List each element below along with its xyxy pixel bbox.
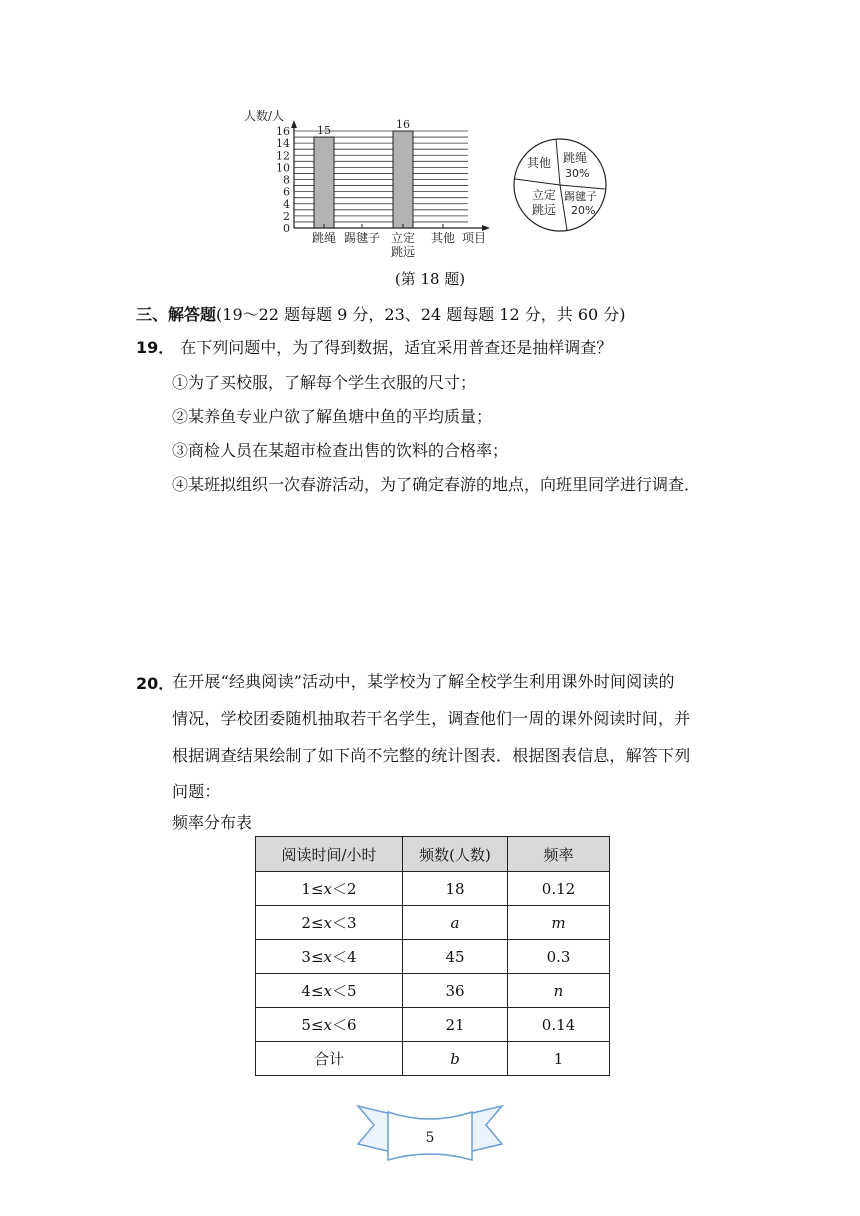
section-title: 三、解答题 xyxy=(136,305,217,324)
pie-label-jump-1: 立定 xyxy=(532,188,557,202)
table-row xyxy=(256,872,610,906)
bar-y-tick-label: 12 xyxy=(276,149,290,163)
pie-label-shuttle-pct: 20% xyxy=(571,204,596,217)
bar-y-tick-label: 8 xyxy=(283,173,290,187)
table-row xyxy=(256,1042,610,1076)
table-cell: n xyxy=(508,974,610,1008)
pie-label-rope: 跳绳 xyxy=(563,151,588,165)
bar-category-label: 立定 xyxy=(390,231,416,245)
table-cell: m xyxy=(508,906,610,940)
bar-y-tick-label: 2 xyxy=(283,209,290,223)
table-cell: 1 xyxy=(508,1042,610,1076)
table-cell: 4≤x＜5 xyxy=(256,974,403,1008)
figure-caption: (第 18 题) xyxy=(394,270,466,288)
question-19-number: 19． xyxy=(136,338,175,357)
table-header-cell: 频数(人数) xyxy=(403,837,508,872)
question-20-line-4: 问题： xyxy=(172,782,221,801)
pie-label-jump-2: 跳远 xyxy=(532,203,557,217)
question-19-item-2: ②某养鱼专业户欲了解鱼塘中鱼的平均质量； xyxy=(172,407,493,426)
table-cell: 1≤x＜2 xyxy=(256,872,403,906)
table-cell: 18 xyxy=(403,872,508,906)
section-note: (19～22 题每题 9 分，23、24 题每题 12 分，共 60 分) xyxy=(216,305,626,324)
question-19-item-1: ①为了买校服，了解每个学生衣服的尺寸； xyxy=(172,373,477,392)
question-19-text: 在下列问题中，为了得到数据，适宜采用普查还是抽样调查？ xyxy=(180,338,613,357)
bar-category-label: 踢毽子 xyxy=(343,231,381,245)
table-cell: 2≤x＜3 xyxy=(256,906,403,940)
table-row xyxy=(256,974,610,1008)
table-cell: a xyxy=(403,906,508,940)
table-cell: 合计 xyxy=(256,1042,403,1076)
bar xyxy=(314,137,334,228)
bar-y-tick-label: 6 xyxy=(283,185,290,199)
table-header-cell: 阅读时间/小时 xyxy=(256,837,403,872)
bar-data-label: 15 xyxy=(317,124,331,138)
bar-y-tick-label: 14 xyxy=(276,137,290,151)
question-20-number: 20． xyxy=(136,674,175,693)
table-cell: 0.14 xyxy=(508,1008,610,1042)
table-cell: 36 xyxy=(403,974,508,1008)
bar-chart xyxy=(236,106,494,266)
bar-category-label: 跳绳 xyxy=(311,231,337,245)
table-row xyxy=(256,1008,610,1042)
bar-y-axis-label: 人数/人 xyxy=(244,109,285,123)
page-number: 5 xyxy=(425,1130,435,1146)
question-20-line-2: 情况，学校团委随机抽取若干名学生，调查他们一周的课外阅读时间，并 xyxy=(172,709,691,728)
page-number-banner xyxy=(356,1104,504,1166)
pie-chart xyxy=(505,135,615,235)
bar-x-axis-label: 项目 xyxy=(462,231,487,245)
table-row xyxy=(256,940,610,974)
bar-y-tick-label: 4 xyxy=(283,197,290,211)
bar-y-tick-label: 10 xyxy=(276,161,290,175)
table-cell: 5≤x＜6 xyxy=(256,1008,403,1042)
question-20-line-1: 在开展“经典阅读”活动中，某学校为了解全校学生利用课外时间阅读的 xyxy=(172,672,675,691)
question-20-line-3: 根据调查结果绘制了如下尚不完整的统计图表．根据图表信息，解答下列 xyxy=(172,746,691,765)
table-cell: 0.3 xyxy=(508,940,610,974)
bar xyxy=(393,131,413,228)
table-row xyxy=(256,906,610,940)
table-cell: 3≤x＜4 xyxy=(256,940,403,974)
table-cell: 0.12 xyxy=(508,872,610,906)
table-title: 频率分布表 xyxy=(172,813,253,832)
section-heading xyxy=(136,302,626,325)
pie-label-rope-pct: 30% xyxy=(565,167,590,180)
question-19-stem xyxy=(136,335,612,358)
table-header-row xyxy=(256,837,610,872)
frequency-table xyxy=(255,836,610,1076)
pie-label-other: 其他 xyxy=(527,156,552,170)
table-cell: 45 xyxy=(403,940,508,974)
table-header-cell: 频率 xyxy=(508,837,610,872)
bar-category-label: 跳远 xyxy=(390,245,416,259)
bar-category-label: 其他 xyxy=(430,231,456,245)
question-19-item-4: ④某班拟组织一次春游活动，为了确定春游的地点，向班里同学进行调查． xyxy=(172,475,701,494)
bar-y-tick-label: 0 xyxy=(283,222,290,235)
table-cell: b xyxy=(403,1042,508,1076)
pie-label-shuttle: 踢毽子 xyxy=(564,190,597,203)
bar-data-label: 16 xyxy=(396,118,410,131)
table-cell: 21 xyxy=(403,1008,508,1042)
bar-y-axis-arrow xyxy=(291,120,297,128)
bar-y-tick-label: 16 xyxy=(276,125,290,138)
question-19-item-3: ③商检人员在某超市检查出售的饮料的合格率； xyxy=(172,441,509,460)
